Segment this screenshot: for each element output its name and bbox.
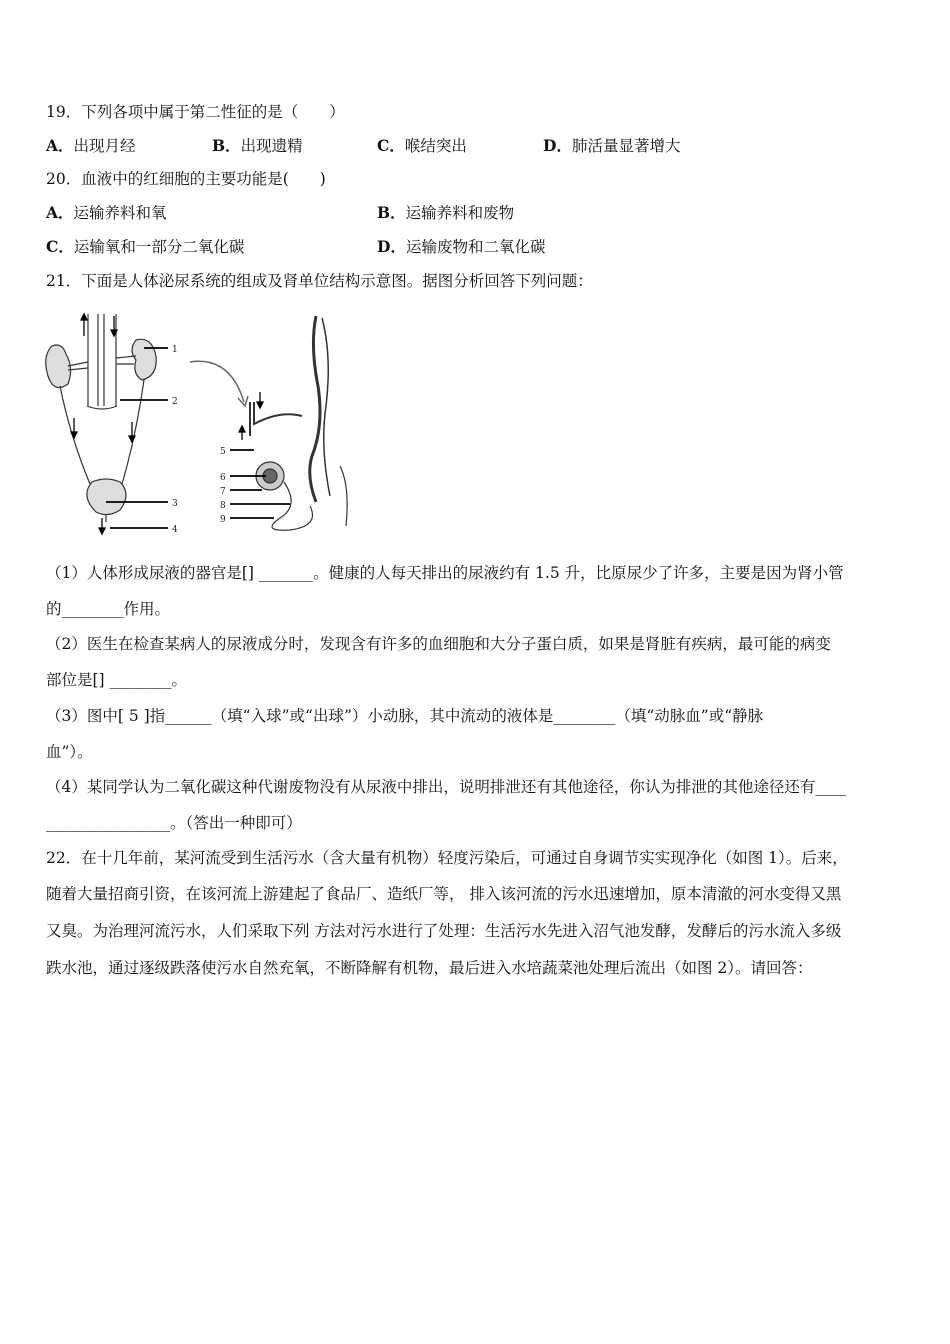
q19-option-d bbox=[543, 136, 680, 156]
figure-label-1: 1 bbox=[172, 345, 178, 355]
q21-sub3-line2: 血”）。 bbox=[46, 743, 93, 761]
figure-label-6: 6 bbox=[220, 473, 226, 483]
option-letter: C． bbox=[46, 237, 74, 256]
figure-label-2: 2 bbox=[172, 397, 178, 407]
option-text: 出现遗精 bbox=[240, 137, 303, 155]
option-text: 运输养料和氧 bbox=[73, 204, 167, 222]
option-text: 运输氧和一部分二氧化碳 bbox=[73, 238, 245, 256]
figure-label-5: 5 bbox=[220, 447, 226, 457]
option-letter: C． bbox=[377, 136, 405, 155]
q19-stem: 19．下列各项中属于第二性征的是（ ） bbox=[46, 103, 345, 121]
q21-sub3-line1: （3）图中[ 5 ]指______（填“入球”或“出球”）小动脉，其中流动的液体是________（填“动脉血”或“静脉 bbox=[46, 707, 764, 725]
option-letter: A． bbox=[46, 136, 74, 155]
q21-sub4-line1: （4）某同学认为二氧化碳这种代谢废物没有从尿液中排出，说明排泄还有其他途径，你认为排泄的其他途径还有____ bbox=[46, 778, 847, 796]
option-text: 喉结突出 bbox=[404, 137, 467, 155]
q21-sub2-line2: 部位是[] ________。 bbox=[46, 671, 188, 689]
q20-option-b bbox=[377, 203, 514, 223]
option-letter: B． bbox=[212, 136, 241, 155]
q22-line4: 跌水池，通过逐级跌落使污水自然充氧，不断降解有机物，最后进入水培蔬菜池处理后流出（如图 2）。请回答： bbox=[46, 959, 813, 977]
figure-label-7: 7 bbox=[220, 487, 226, 497]
figure-label-8: 8 bbox=[220, 501, 226, 511]
option-text: 肺活量显著增大 bbox=[571, 137, 681, 155]
q21-sub4-line2: ________________。（答出一种即可） bbox=[46, 814, 302, 832]
q21-stem: 21．下面是人体泌尿系统的组成及肾单位结构示意图。据图分析回答下列问题： bbox=[46, 272, 593, 290]
urinary-system-diagram bbox=[40, 306, 370, 546]
q20-option-c bbox=[46, 237, 244, 257]
option-letter: B． bbox=[377, 203, 406, 222]
q19-option-c bbox=[377, 136, 467, 156]
option-letter: D． bbox=[543, 136, 572, 155]
q22-line3: 又臭。为治理河流污水，人们采取下列 方法对污水进行了处理：生活污水先进入沼气池发酵，发酵后的污水流入多级 bbox=[46, 922, 842, 940]
option-text: 运输养料和废物 bbox=[405, 204, 515, 222]
q22-line2: 随着大量招商引资，在该河流上游建起了食品厂、造纸厂等， 排入该河流的污水迅速增加，原本清澈的河水变得又黑 bbox=[46, 885, 842, 903]
q19-option-b bbox=[212, 136, 303, 156]
option-letter: D． bbox=[377, 237, 406, 256]
q21-sub1-line1: （1）人体形成尿液的器官是[] _______。健康的人每天排出的尿液约有 1.5 升，比原尿少了许多，主要是因为肾小管 bbox=[46, 564, 844, 582]
figure-label-4: 4 bbox=[172, 525, 178, 535]
q20-option-a bbox=[46, 203, 167, 223]
option-text: 出现月经 bbox=[73, 137, 136, 155]
q21-sub1-line2: 的________作用。 bbox=[46, 600, 171, 618]
q19-option-a bbox=[46, 136, 136, 156]
q20-stem: 20．血液中的红细胞的主要功能是( ) bbox=[46, 170, 326, 188]
q22-line1: 22．在十几年前，某河流受到生活污水（含大量有机物）轻度污染后，可通过自身调节实实现净化（如图 1）。后来， bbox=[46, 849, 848, 867]
figure-label-9: 9 bbox=[220, 515, 226, 525]
option-letter: A． bbox=[46, 203, 74, 222]
option-text: 运输废物和二氧化碳 bbox=[405, 238, 546, 256]
figure-label-3: 3 bbox=[172, 499, 178, 509]
q21-sub2-line1: （2）医生在检查某病人的尿液成分时，发现含有许多的血细胞和大分子蛋白质，如果是肾脏有疾病，最可能的病变 bbox=[46, 635, 831, 653]
q20-option-d bbox=[377, 237, 545, 257]
